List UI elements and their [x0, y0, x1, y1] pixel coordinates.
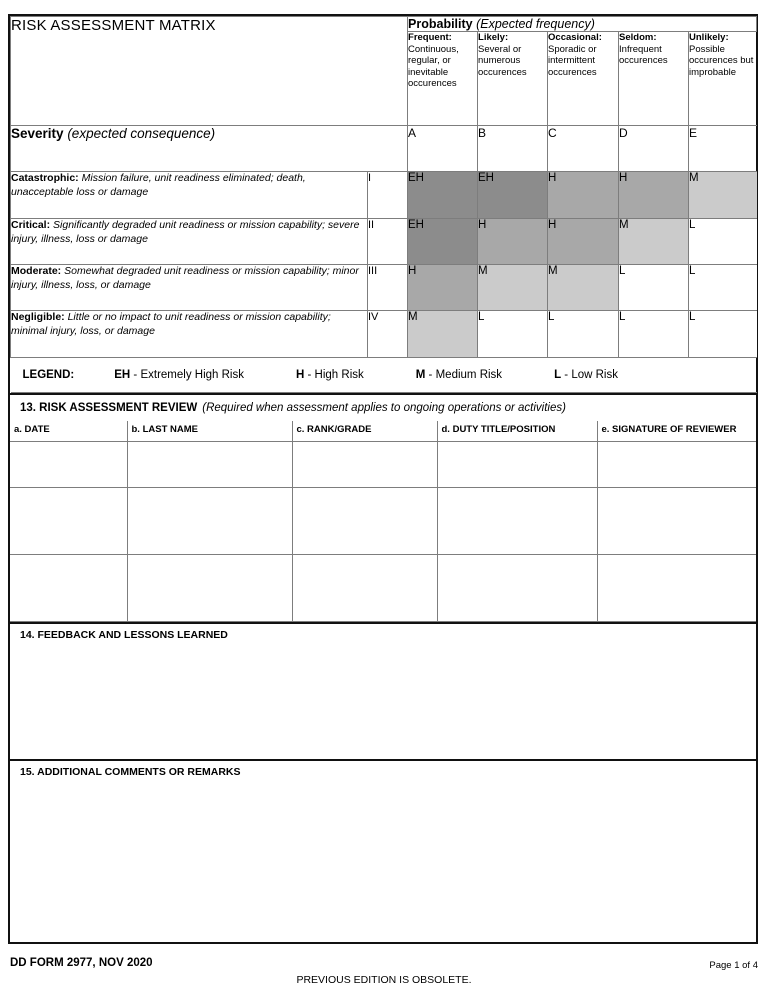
severity-name: Negligible:	[11, 311, 65, 323]
probability-column-frequent	[408, 32, 478, 126]
risk-cell-ii-e: L	[689, 219, 757, 265]
risk-cell-i-e: M	[689, 172, 757, 219]
probability-letter-a: A	[408, 126, 478, 172]
risk-assessment-matrix-table	[10, 16, 757, 393]
page-title: RISK ASSESSMENT MATRIX	[11, 17, 408, 126]
severity-heading-note: (expected consequence)	[67, 126, 216, 141]
review-field-date[interactable]	[10, 442, 127, 488]
table-row	[10, 555, 756, 622]
probability-column-name: Occasional:	[548, 32, 602, 43]
review-field-last-name[interactable]	[127, 488, 292, 555]
legend-code: EH	[114, 369, 131, 381]
probability-column-likely	[478, 32, 548, 126]
risk-cell-ii-b: H	[478, 219, 548, 265]
probability-heading	[408, 17, 757, 32]
probability-column-desc: Possible occurences but improbable	[689, 43, 754, 78]
legend-sep: -	[304, 369, 315, 381]
severity-heading	[11, 126, 408, 172]
legend-title: LEGEND:	[22, 369, 75, 381]
severity-roman: II	[368, 219, 408, 265]
severity-name: Critical:	[11, 219, 51, 231]
table-row	[10, 442, 756, 488]
legend-item-eh	[114, 369, 244, 381]
legend-label: Low Risk	[571, 369, 618, 381]
section-13-title: 13. RISK ASSESSMENT REVIEW	[20, 402, 198, 414]
legend-row	[11, 358, 757, 393]
severity-row-moderate	[11, 265, 757, 311]
probability-column-name: Likely:	[478, 32, 509, 43]
probability-heading-note: (Expected frequency)	[476, 17, 595, 31]
review-field-signature[interactable]	[597, 442, 756, 488]
page-footer	[8, 948, 760, 994]
risk-cell-iii-e: L	[689, 265, 757, 311]
legend-item-m	[416, 369, 502, 381]
section-14-label: 14. FEEDBACK AND LESSONS LEARNED	[20, 629, 228, 641]
footer-previous-edition: PREVIOUS EDITION IS OBSOLETE.	[296, 974, 472, 986]
review-field-duty-title[interactable]	[437, 555, 597, 622]
probability-column-occasional	[548, 32, 619, 126]
risk-assessment-review-table	[10, 421, 756, 622]
probability-column-desc: Sporadic or intermittent occurences	[548, 43, 597, 78]
severity-heading-bold: Severity	[11, 126, 64, 141]
legend-label: High Risk	[314, 369, 364, 381]
risk-cell-i-a: EH	[408, 172, 478, 219]
legend	[11, 358, 757, 392]
risk-cell-i-c: H	[548, 172, 619, 219]
section-15[interactable]	[10, 759, 756, 881]
probability-column-seldom	[619, 32, 689, 126]
review-field-last-name[interactable]	[127, 555, 292, 622]
review-col-duty-title: d. DUTY TITLE/POSITION	[437, 421, 597, 442]
review-field-last-name[interactable]	[127, 442, 292, 488]
legend-code: M	[415, 369, 426, 381]
probability-column-name: Unlikely:	[689, 32, 729, 43]
legend-sep: -	[425, 369, 436, 381]
section-13-note: (Required when assessment applies to ongoing operations or activities)	[202, 402, 566, 414]
review-field-rank-grade[interactable]	[292, 442, 437, 488]
review-field-rank-grade[interactable]	[292, 555, 437, 622]
form-page	[8, 14, 758, 944]
risk-cell-ii-c: H	[548, 219, 619, 265]
risk-cell-ii-a: EH	[408, 219, 478, 265]
probability-column-desc: Infrequent occurences	[619, 43, 668, 67]
risk-cell-i-d: H	[619, 172, 689, 219]
review-field-duty-title[interactable]	[437, 488, 597, 555]
severity-name: Moderate:	[11, 265, 62, 277]
severity-text: Little or no impact to unit readiness or mission capability; minimal injury, loss, or damage	[11, 311, 331, 337]
legend-sep: -	[130, 369, 141, 381]
legend-code: L	[554, 369, 562, 381]
severity-text: Mission failure, unit readiness eliminated; death, unacceptable loss or damage	[11, 172, 306, 198]
section-15-label: 15. ADDITIONAL COMMENTS OR REMARKS	[20, 766, 241, 778]
risk-cell-iv-c: L	[548, 311, 619, 358]
probability-column-unlikely	[689, 32, 757, 126]
probability-column-name: Seldom:	[619, 32, 657, 43]
legend-item-h	[296, 369, 364, 381]
severity-text: Somewhat degraded unit readiness or mission capability; minor injury, illness, loss, or damage	[11, 265, 359, 291]
legend-label: Extremely High Risk	[140, 369, 244, 381]
severity-roman: III	[368, 265, 408, 311]
risk-cell-iii-a: H	[408, 265, 478, 311]
review-col-date: a. DATE	[10, 421, 127, 442]
severity-description	[11, 265, 368, 311]
legend-item-l	[554, 369, 618, 381]
review-col-signature: e. SIGNATURE OF REVIEWER	[597, 421, 756, 442]
severity-row-catastrophic	[11, 172, 757, 219]
section-13-header	[10, 393, 756, 421]
probability-column-desc: Continuous, regular, or inevitable occurences	[408, 43, 459, 90]
review-col-last-name: b. LAST NAME	[127, 421, 292, 442]
risk-cell-iv-d: L	[619, 311, 689, 358]
review-col-rank-grade: c. RANK/GRADE	[292, 421, 437, 442]
risk-cell-iv-e: L	[689, 311, 757, 358]
risk-cell-iii-b: M	[478, 265, 548, 311]
risk-cell-ii-d: M	[619, 219, 689, 265]
probability-letter-d: D	[619, 126, 689, 172]
footer-form-id: DD FORM 2977, NOV 2020	[10, 957, 153, 969]
probability-heading-bold: Probability	[408, 17, 473, 31]
risk-cell-iii-c: M	[548, 265, 619, 311]
review-header-row	[10, 421, 756, 442]
legend-label: Medium Risk	[435, 369, 503, 381]
table-row	[10, 488, 756, 555]
probability-column-desc: Several or numerous occurences	[478, 43, 527, 78]
severity-row-negligible	[11, 311, 757, 358]
review-field-signature[interactable]	[597, 555, 756, 622]
review-field-rank-grade[interactable]	[292, 488, 437, 555]
section-14-input[interactable]	[10, 641, 756, 751]
severity-heading-row	[11, 126, 757, 172]
probability-letter-e: E	[689, 126, 757, 172]
risk-cell-iii-d: L	[619, 265, 689, 311]
severity-roman: IV	[368, 311, 408, 358]
review-field-signature[interactable]	[597, 488, 756, 555]
probability-letter-c: C	[548, 126, 619, 172]
legend-cell	[11, 358, 757, 393]
section-15-input[interactable]	[10, 778, 756, 873]
review-field-duty-title[interactable]	[437, 442, 597, 488]
risk-cell-iv-b: L	[478, 311, 548, 358]
probability-column-name: Frequent:	[408, 32, 452, 43]
review-field-date[interactable]	[10, 488, 127, 555]
severity-roman: I	[368, 172, 408, 219]
severity-name: Catastrophic:	[11, 172, 79, 184]
review-field-date[interactable]	[10, 555, 127, 622]
severity-description	[11, 172, 368, 219]
matrix-header-row	[11, 17, 757, 32]
severity-description	[11, 311, 368, 358]
legend-sep: -	[561, 369, 572, 381]
severity-description	[11, 219, 368, 265]
section-14[interactable]	[10, 622, 756, 759]
footer-page-number: Page 1 of 4	[709, 960, 758, 971]
probability-letter-b: B	[478, 126, 548, 172]
legend-code: H	[296, 369, 305, 381]
risk-cell-i-b: EH	[478, 172, 548, 219]
risk-cell-iv-a: M	[408, 311, 478, 358]
severity-text: Significantly degraded unit readiness or mission capability; severe injury, illness, loss or damage	[11, 219, 360, 245]
severity-row-critical	[11, 219, 757, 265]
